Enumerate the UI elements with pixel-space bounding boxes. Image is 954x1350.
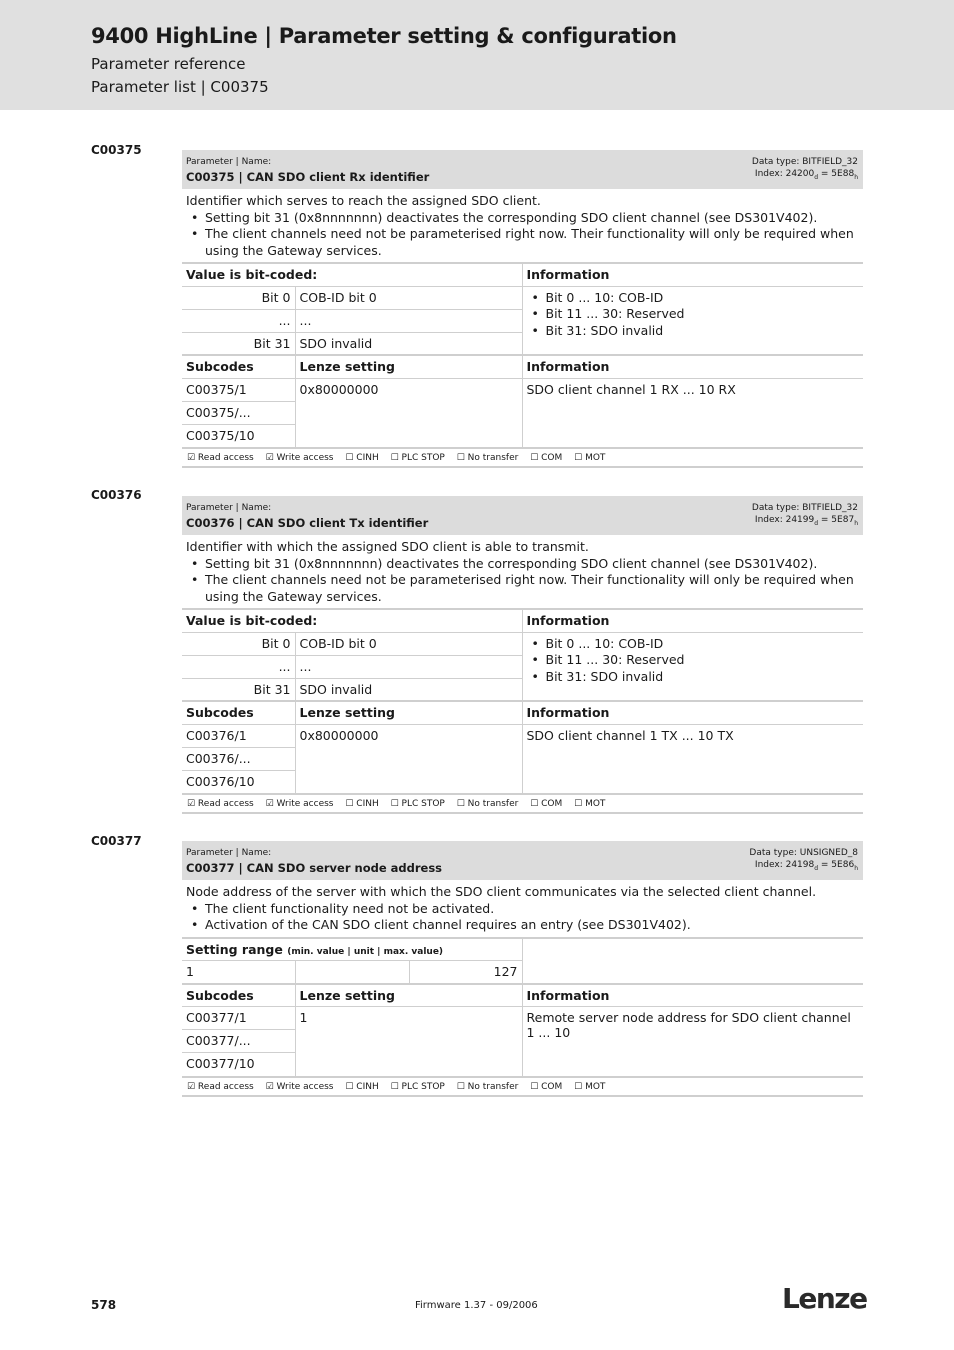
access-flags <box>182 1076 863 1097</box>
no-transfer-flag: ☐ No transfer <box>456 453 519 463</box>
lenze-logo: Lenze <box>782 1282 867 1315</box>
com-flag: ☐ COM <box>530 1081 563 1092</box>
description-bullet: • Activation of the CAN SDO client channel requires an entry (see DS301V402). <box>186 917 859 934</box>
bit-info <box>522 286 863 355</box>
mot-flag: ☐ MOT <box>574 799 606 809</box>
index-hex: = 5E86 <box>818 860 855 870</box>
index-hex: = 5E88 <box>818 169 855 179</box>
index-decimal: Index: 24198 <box>754 860 815 870</box>
param-block-c00376 <box>182 496 863 814</box>
data-type: Data type: UNSIGNED_8 <box>749 848 858 858</box>
range-max: 127 <box>409 961 522 984</box>
com-flag: ☐ COM <box>530 453 563 463</box>
param-table <box>182 608 863 793</box>
subcodes-header: Subcodes <box>182 984 295 1007</box>
read-access-flag: ☑ Read access <box>187 1081 254 1092</box>
index-decimal: Index: 24199 <box>754 515 815 525</box>
data-type: Data type: BITFIELD_32 <box>751 157 858 167</box>
setting-range-header <box>182 938 522 961</box>
param-description <box>182 880 863 937</box>
param-index: Index: $24199_d = 5E87_h$ <box>754 515 858 527</box>
value-bitcoded-header: Value is bit-coded: <box>182 263 522 286</box>
bit-label: Bit 0 <box>182 286 295 309</box>
param-block-c00377 <box>182 841 863 1097</box>
subcode: C00375/... <box>182 401 295 424</box>
data-type: Data type: BITFIELD_32 <box>751 503 858 513</box>
param-header <box>182 841 863 880</box>
setting-range-label: Setting range <box>186 941 283 957</box>
param-description <box>182 189 863 262</box>
subcode-info: Remote server node address for SDO client channel 1 ... 10 <box>522 1007 863 1076</box>
page-number: 578 <box>91 1298 117 1312</box>
information-header: Information <box>522 355 863 378</box>
value-bitcoded-header: Value is bit-coded: <box>182 609 522 632</box>
lenze-setting-value: 0x80000000 <box>295 724 522 793</box>
document-title: 9400 HighLine | Parameter setting & configuration <box>91 24 677 48</box>
param-code-tag: C00377 <box>91 834 142 848</box>
firmware-note: Firmware 1.37 - 09/2006 <box>415 1300 538 1311</box>
param-table <box>182 262 863 447</box>
plc-stop-flag: ☐ PLC STOP <box>390 799 445 809</box>
setting-range-hint: (min. value | unit | max. value) <box>287 946 444 957</box>
param-code-tag: C00376 <box>91 488 142 502</box>
param-name: C00377 | CAN SDO server node address <box>186 861 443 875</box>
description-bullet: • The client functionality need not be activated. <box>186 901 859 918</box>
bit-info-item: • Bit 31: SDO invalid <box>527 669 860 686</box>
lenze-setting-header: Lenze setting <box>295 355 522 378</box>
subcode-info: SDO client channel 1 RX ... 10 RX <box>522 378 863 447</box>
bit-label: Bit 0 <box>182 632 295 655</box>
bit-info-item: • Bit 11 ... 30: Reserved <box>527 306 860 323</box>
bit-text: SDO invalid <box>295 332 522 355</box>
information-header: Information <box>522 263 863 286</box>
subcode: C00375/10 <box>182 424 295 447</box>
param-index: Index: $24200_d = 5E88_h$ <box>754 169 858 181</box>
information-header: Information <box>522 984 863 1007</box>
bit-info-item: • Bit 0 ... 10: COB-ID <box>527 636 860 653</box>
bit-label: Bit 31 <box>182 332 295 355</box>
page-header <box>0 0 954 110</box>
param-code-tag: C00375 <box>91 143 142 157</box>
description-bullet: • Setting bit 31 (0x8nnnnnnn) deactivates the corresponding SDO client channel (see DS301V402). <box>186 556 859 573</box>
subcode: C00376/... <box>182 747 295 770</box>
subcode: C00376/1 <box>182 724 295 747</box>
param-index: Index: $24198_d = 5E86_h$ <box>754 860 858 872</box>
bit-text: COB-ID bit 0 <box>295 286 522 309</box>
index-hex: = 5E87 <box>818 515 855 525</box>
information-header: Information <box>522 701 863 724</box>
range-unit <box>295 961 409 984</box>
param-label: Parameter | Name: <box>186 848 272 858</box>
lenze-setting-header: Lenze setting <box>295 701 522 724</box>
bit-info-item: • Bit 31: SDO invalid <box>527 323 860 340</box>
subcodes-header: Subcodes <box>182 701 295 724</box>
description-text: Node address of the server with which the SDO client communicates via the selected client channel. <box>186 884 817 899</box>
lenze-setting-header: Lenze setting <box>295 984 522 1007</box>
param-name: C00375 | CAN SDO client Rx identifier <box>186 170 430 184</box>
param-description <box>182 535 863 608</box>
bit-info <box>522 632 863 701</box>
param-name: C00376 | CAN SDO client Tx identifier <box>186 516 429 530</box>
access-flags <box>182 447 863 468</box>
description-text: Identifier with which the assigned SDO client is able to transmit. <box>186 539 589 554</box>
write-access-flag: ☑ Write access <box>265 453 334 463</box>
subcodes-header: Subcodes <box>182 355 295 378</box>
description-bullet: • Setting bit 31 (0x8nnnnnnn) deactivates the corresponding SDO client channel (see DS301V402). <box>186 210 859 227</box>
param-label: Parameter | Name: <box>186 157 272 167</box>
param-label: Parameter | Name: <box>186 503 272 513</box>
bit-info-item: • Bit 11 ... 30: Reserved <box>527 652 860 669</box>
section-title: Parameter reference <box>91 55 246 73</box>
read-access-flag: ☑ Read access <box>187 799 254 809</box>
param-block-c00375 <box>182 150 863 468</box>
cinh-flag: ☐ CINH <box>345 1081 379 1092</box>
information-header: Information <box>522 609 863 632</box>
description-text: Identifier which serves to reach the assigned SDO client. <box>186 193 541 208</box>
description-bullet: • The client channels need not be parameterised right now. Their functionality will only be required when using the Gateway services. <box>186 572 859 605</box>
subcode: C00377/... <box>182 1030 295 1053</box>
subsection-title: Parameter list | C00375 <box>91 78 269 96</box>
subcode: C00375/1 <box>182 378 295 401</box>
index-decimal: Index: 24200 <box>754 169 815 179</box>
cinh-flag: ☐ CINH <box>345 453 379 463</box>
no-transfer-flag: ☐ No transfer <box>456 799 519 809</box>
lenze-setting-value: 1 <box>295 1007 522 1076</box>
access-flags <box>182 793 863 814</box>
bit-text: ... <box>295 655 522 678</box>
param-header <box>182 496 863 535</box>
lenze-setting-value: 0x80000000 <box>295 378 522 447</box>
subcode-info: SDO client channel 1 TX ... 10 TX <box>522 724 863 793</box>
subcode: C00376/10 <box>182 770 295 793</box>
com-flag: ☐ COM <box>530 799 563 809</box>
subcode: C00377/1 <box>182 1007 295 1030</box>
subcode: C00377/10 <box>182 1053 295 1076</box>
bit-text: SDO invalid <box>295 678 522 701</box>
param-table <box>182 937 863 1076</box>
description-bullet: • The client channels need not be parameterised right now. Their functionality will only be required when using the Gateway services. <box>186 226 859 259</box>
bit-label: ... <box>182 309 295 332</box>
bit-label: ... <box>182 655 295 678</box>
cinh-flag: ☐ CINH <box>345 799 379 809</box>
write-access-flag: ☑ Write access <box>265 799 334 809</box>
read-access-flag: ☑ Read access <box>187 453 254 463</box>
plc-stop-flag: ☐ PLC STOP <box>390 453 445 463</box>
bit-text: ... <box>295 309 522 332</box>
write-access-flag: ☑ Write access <box>265 1081 334 1092</box>
bit-label: Bit 31 <box>182 678 295 701</box>
plc-stop-flag: ☐ PLC STOP <box>390 1081 445 1092</box>
bit-text: COB-ID bit 0 <box>295 632 522 655</box>
no-transfer-flag: ☐ No transfer <box>456 1081 519 1092</box>
param-header <box>182 150 863 189</box>
mot-flag: ☐ MOT <box>574 1081 606 1092</box>
bit-info-item: • Bit 0 ... 10: COB-ID <box>527 290 860 307</box>
range-min: 1 <box>182 961 295 984</box>
range-info-empty <box>522 938 863 984</box>
mot-flag: ☐ MOT <box>574 453 606 463</box>
